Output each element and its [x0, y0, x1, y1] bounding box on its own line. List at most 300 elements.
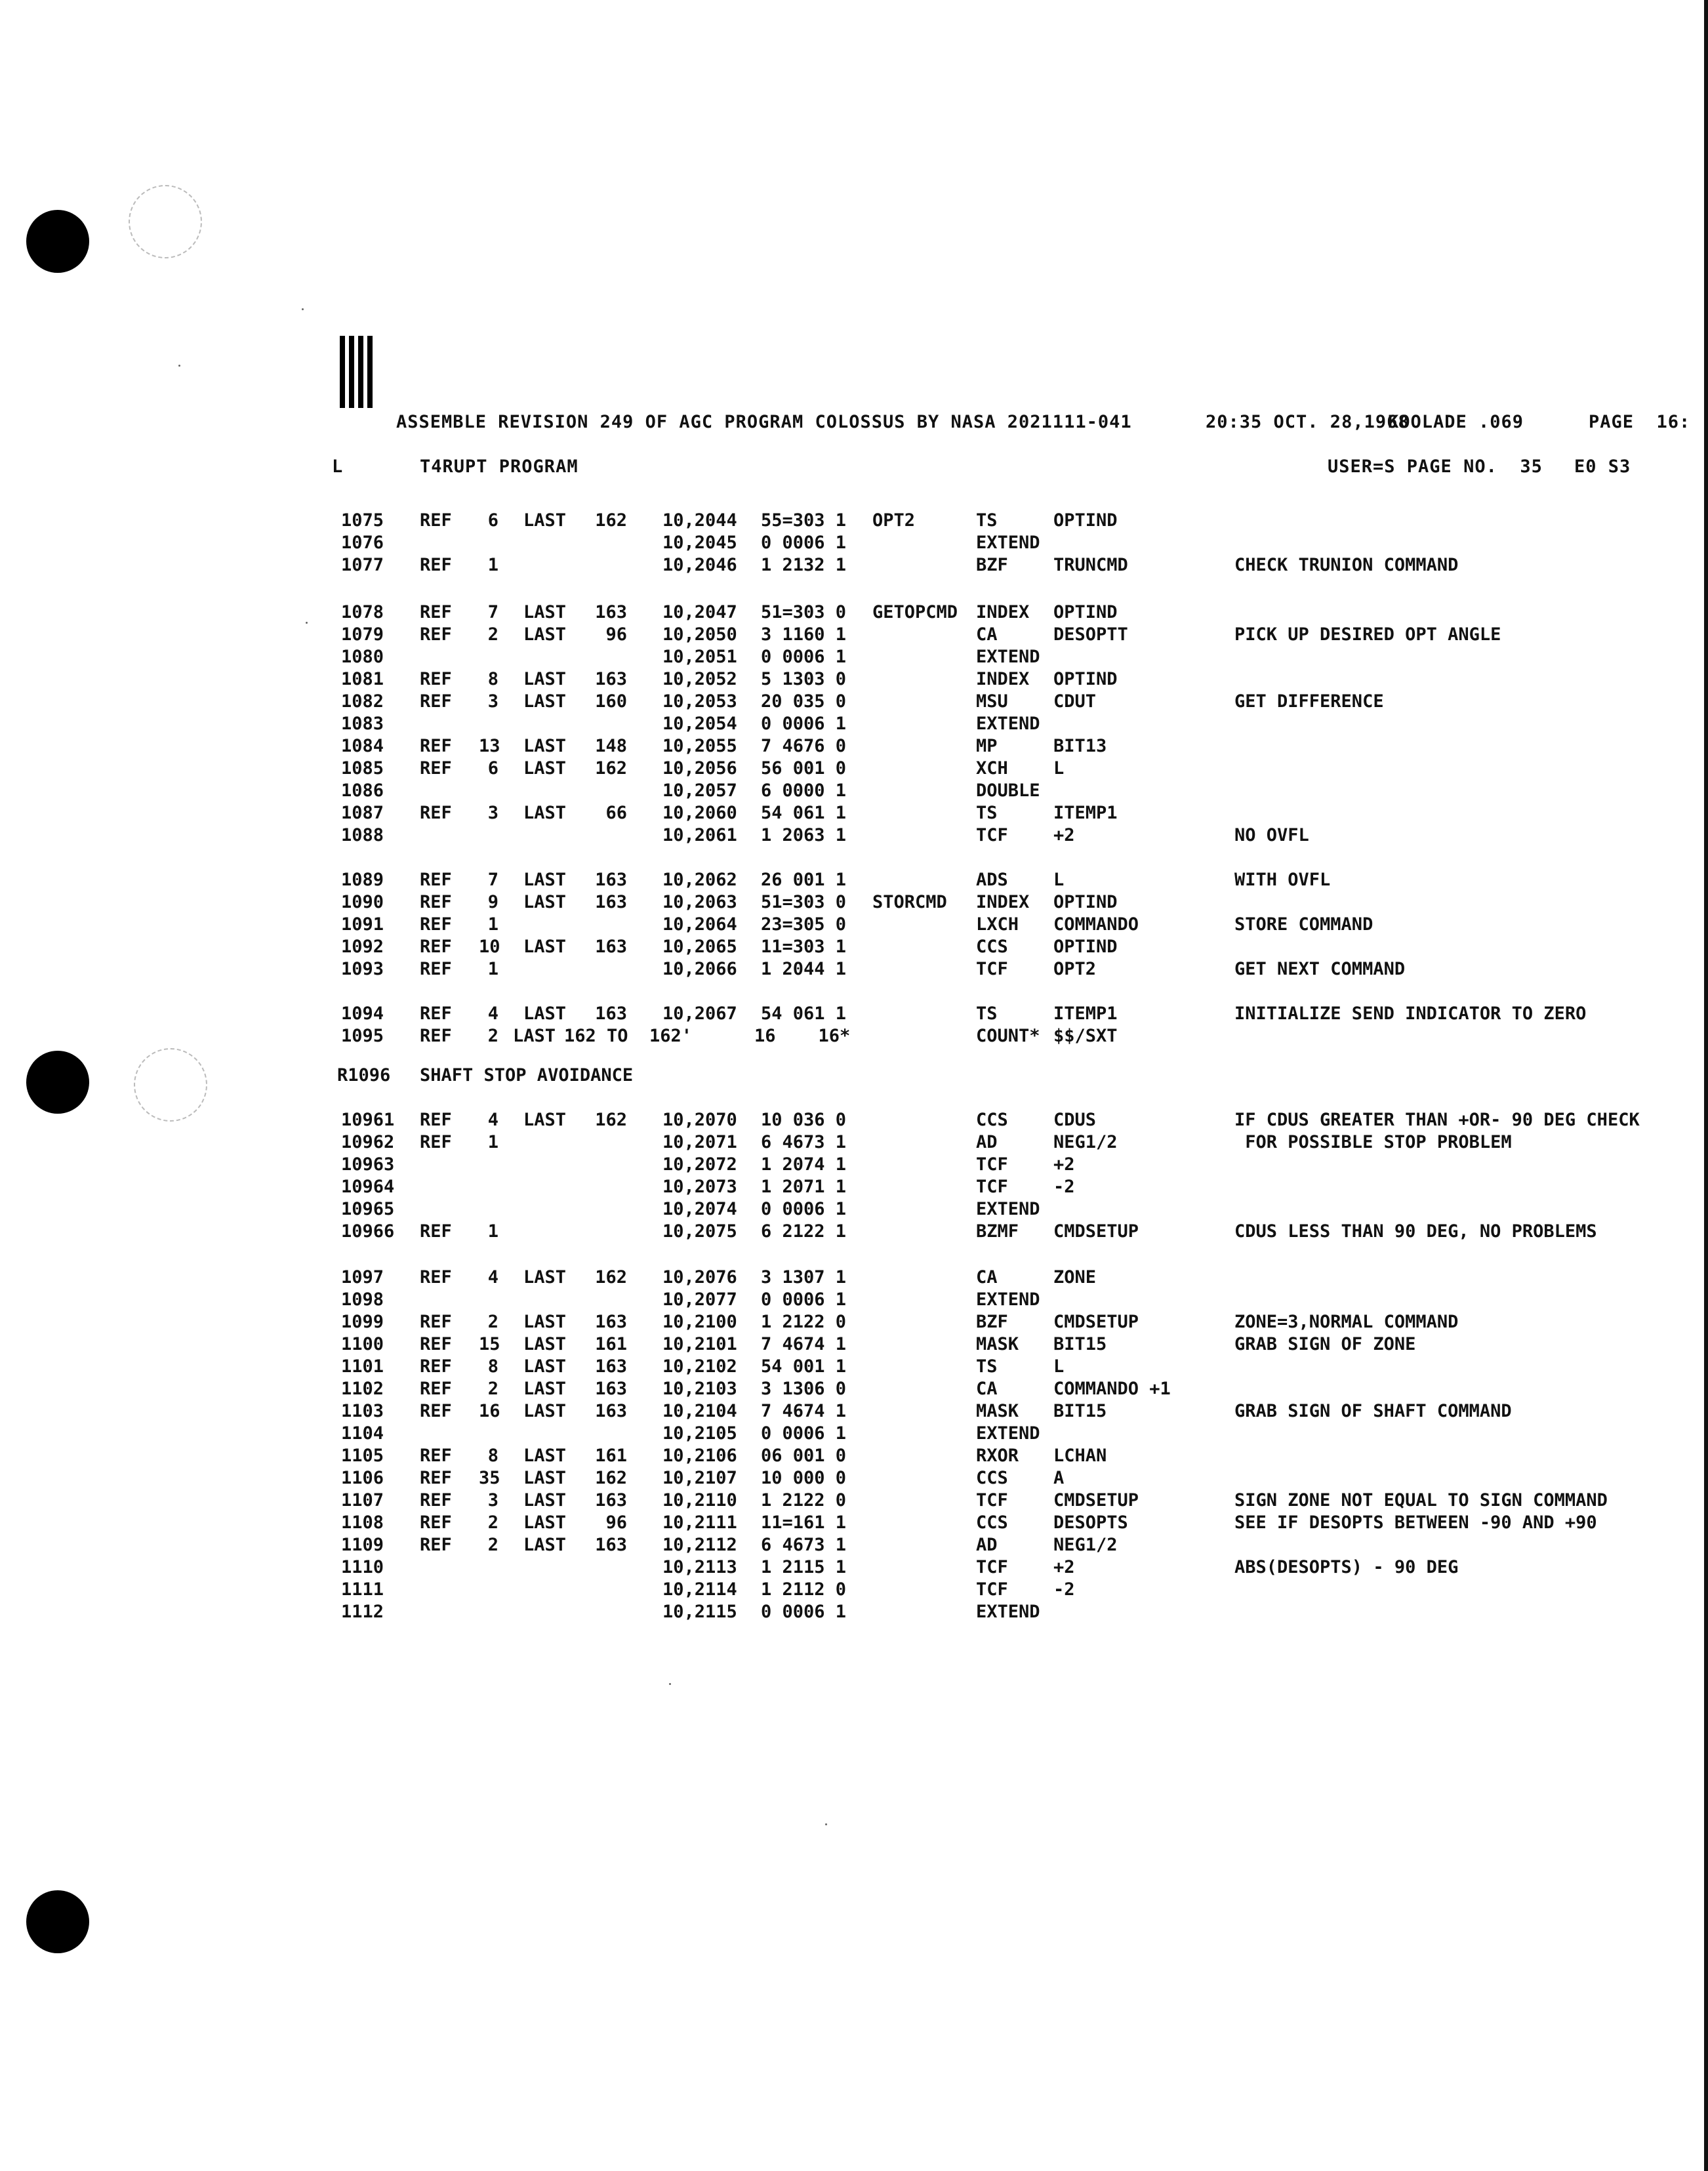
listing-addr: 10,2103 — [662, 1379, 737, 1399]
listing-cnt: 8 — [487, 669, 498, 689]
listing-pg: 163 — [595, 1379, 627, 1399]
listing-code: 26 001 1 — [761, 870, 847, 890]
listing-cnt: 2 — [487, 1026, 498, 1046]
listing-cnt: 16 — [479, 1401, 500, 1421]
listing-pg: 163 — [595, 1312, 627, 1332]
listing-operand: OPT2 — [1053, 959, 1097, 979]
listing-cnt: 13 — [479, 736, 500, 756]
listing-code: 6 4673 1 — [761, 1535, 847, 1555]
listing-op: EXTEND — [976, 533, 1040, 553]
listing-operand: CMDSETUP — [1053, 1221, 1139, 1242]
listing-last: LAST — [523, 937, 567, 957]
listing-num: 1090 — [341, 892, 384, 912]
listing-last: LAST — [523, 1004, 567, 1024]
hole-ghost — [134, 1048, 207, 1122]
listing-addr: 10,2056 — [662, 758, 737, 779]
listing-op: LXCH — [976, 914, 1019, 935]
listing-comment: IF CDUS GREATER THAN +OR- 90 DEG CHECK — [1234, 1110, 1640, 1130]
listing-last: LAST — [523, 1110, 567, 1130]
listing-last: LAST — [523, 1512, 567, 1533]
listing-num: 1098 — [341, 1289, 384, 1310]
listing-operand: TRUNCMD — [1053, 555, 1128, 575]
listing-operand: $$/SXT — [1053, 1026, 1118, 1046]
listing-operand: DESOPTT — [1053, 624, 1128, 645]
listing-comment: GRAB SIGN OF SHAFT COMMAND — [1234, 1401, 1512, 1421]
listing-cnt: 1 — [487, 1132, 498, 1152]
listing-comment: CDUS LESS THAN 90 DEG, NO PROBLEMS — [1234, 1221, 1597, 1242]
listing-cnt: 35 — [479, 1468, 500, 1488]
listing-code: 56 001 0 — [761, 758, 847, 779]
listing-pg: 96 — [605, 1512, 627, 1533]
listing-pg: 163 — [595, 892, 627, 912]
listing-ref: REF — [420, 758, 452, 779]
listing-comment: SIGN ZONE NOT EQUAL TO SIGN COMMAND — [1234, 1490, 1608, 1511]
listing-op: INDEX — [976, 892, 1030, 912]
listing-ref: REF — [420, 1401, 452, 1421]
listing-operand: OPTIND — [1053, 937, 1118, 957]
listing-cnt: 15 — [479, 1334, 500, 1354]
listing-ref: REF — [420, 1132, 452, 1152]
listing-operand: OPTIND — [1053, 602, 1118, 622]
listing-num: 1095 — [341, 1026, 384, 1046]
listing-comment: WITH OVFL — [1234, 870, 1331, 890]
listing-cnt: 1 — [487, 555, 498, 575]
listing-addr: 10,2104 — [662, 1401, 737, 1421]
listing-pg: 163 — [595, 1004, 627, 1024]
listing-num: 1092 — [341, 937, 384, 957]
listing-addr: 10,2106 — [662, 1446, 737, 1466]
listing-addr: 10,2066 — [662, 959, 737, 979]
listing-addr: 10,2100 — [662, 1312, 737, 1332]
listing-addr: 10,2045 — [662, 533, 737, 553]
listing-cnt: 8 — [487, 1446, 498, 1466]
listing-num: 1112 — [341, 1602, 384, 1622]
listing-ref: REF — [420, 669, 452, 689]
listing-last: LAST — [523, 758, 567, 779]
speck — [825, 1823, 827, 1825]
listing-op: BZF — [976, 555, 1008, 575]
listing-addr: 10,2055 — [662, 736, 737, 756]
listing-code: 10 036 0 — [761, 1110, 847, 1130]
listing-num: 1077 — [341, 555, 384, 575]
listing-operand: ITEMP1 — [1053, 803, 1118, 823]
listing-addr: 10,2107 — [662, 1468, 737, 1488]
listing-addr: 10,2046 — [662, 555, 737, 575]
listing-op: MP — [976, 736, 998, 756]
listing-num: 1075 — [341, 510, 384, 531]
listing-ref: REF — [420, 1512, 452, 1533]
listing-addr: 10,2065 — [662, 937, 737, 957]
listing-num: 1111 — [341, 1579, 384, 1600]
listing-op: TCF — [976, 825, 1008, 845]
user-page: USER=S PAGE NO. 35 — [1328, 457, 1543, 477]
koolade-version: KOOLADE .069 — [1388, 412, 1524, 432]
listing-op: CA — [976, 624, 998, 645]
listing-addr: 10,2076 — [662, 1267, 737, 1288]
listing-comment: STORE COMMAND — [1234, 914, 1373, 935]
listing-code: 0 0006 1 — [761, 714, 847, 734]
listing-addr: 10,2072 — [662, 1154, 737, 1175]
listing-op: TS — [976, 1004, 998, 1024]
listing-comment: FOR POSSIBLE STOP PROBLEM — [1234, 1132, 1512, 1152]
listing-code: 20 035 0 — [761, 691, 847, 712]
listing-last: LAST — [523, 736, 567, 756]
listing-operand: BIT15 — [1053, 1401, 1107, 1421]
listing-addr: 10,2044 — [662, 510, 737, 531]
listing-code: 55=303 1 — [761, 510, 847, 531]
listing-cnt: 4 — [487, 1110, 498, 1130]
listing-operand: NEG1/2 — [1053, 1535, 1118, 1555]
listing-op: INDEX — [976, 602, 1030, 622]
listing-code: 51=303 0 — [761, 602, 847, 622]
listing-code: 7 4676 0 — [761, 736, 847, 756]
listing-code: 6 0000 1 — [761, 781, 847, 801]
listing-code: 3 1306 0 — [761, 1379, 847, 1399]
listing-operand: LCHAN — [1053, 1446, 1107, 1466]
listing-operand: L — [1053, 1356, 1065, 1377]
listing-num: 1094 — [341, 1004, 384, 1024]
listing-last: LAST — [523, 870, 567, 890]
listing-code: 7 4674 1 — [761, 1401, 847, 1421]
listing-cnt: 1 — [487, 914, 498, 935]
listing-comment: ABS(DESOPTS) - 90 DEG — [1234, 1557, 1459, 1577]
listing-operand: -2 — [1053, 1579, 1075, 1600]
listing-last: LAST — [523, 1490, 567, 1511]
listing-num: 10963 — [341, 1154, 395, 1175]
listing-ref: REF — [420, 1446, 452, 1466]
listing-operand: L — [1053, 758, 1065, 779]
listing-op: EXTEND — [976, 1602, 1040, 1622]
listing-cnt: 10 — [479, 937, 500, 957]
listing-last: LAST — [523, 1468, 567, 1488]
listing-pg: 163 — [595, 1490, 627, 1511]
listing-cnt: 2 — [487, 1535, 498, 1555]
listing-operand: -2 — [1053, 1177, 1075, 1197]
listing-cnt: 4 — [487, 1267, 498, 1288]
listing-pg: 163 — [595, 602, 627, 622]
listing-last: LAST — [523, 510, 567, 531]
listing-addr: 10,2064 — [662, 914, 737, 935]
listing-cnt: 7 — [487, 870, 498, 890]
listing-cnt: 3 — [487, 691, 498, 712]
listing-code: 6 4673 1 — [761, 1132, 847, 1152]
listing-last: LAST — [523, 1267, 567, 1288]
punch-hole — [26, 210, 89, 273]
listing-operand: OPTIND — [1053, 510, 1118, 531]
listing-last: LAST — [513, 1026, 556, 1046]
listing-addr: 10,2053 — [662, 691, 737, 712]
listing-num: 1097 — [341, 1267, 384, 1288]
listing-ref: REF — [420, 1490, 452, 1511]
listing-cnt: 2 — [487, 1312, 498, 1332]
listing-num: 1103 — [341, 1401, 384, 1421]
listing-op: MSU — [976, 691, 1008, 712]
speck — [302, 308, 304, 310]
listing-operand: OPTIND — [1053, 892, 1118, 912]
listing-num: 10964 — [341, 1177, 395, 1197]
listing-operand: CDUS — [1053, 1110, 1097, 1130]
listing-last: LAST — [523, 1356, 567, 1377]
listing-last: LAST — [523, 892, 567, 912]
listing-addr: 10,2101 — [662, 1334, 737, 1354]
program-title: T4RUPT PROGRAM — [420, 457, 579, 477]
listing-code: 06 001 0 — [761, 1446, 847, 1466]
listing-op: TCF — [976, 959, 1008, 979]
listing-op: XCH — [976, 758, 1008, 779]
listing-op: TCF — [976, 1177, 1008, 1197]
listing-num: 1089 — [341, 870, 384, 890]
listing-pg: 162 — [595, 510, 627, 531]
listing-ref: REF — [420, 602, 452, 622]
listing-ref: REF — [420, 1110, 452, 1130]
listing-pg: 162 TO 162' — [564, 1026, 693, 1046]
listing-addr: 10,2112 — [662, 1535, 737, 1555]
listing-code: 1 2112 0 — [761, 1579, 847, 1600]
listing-operand: CDUT — [1053, 691, 1097, 712]
listing-last: LAST — [523, 691, 567, 712]
listing-pg: 163 — [595, 1535, 627, 1555]
listing-ref: REF — [420, 510, 452, 531]
listing-num: 1085 — [341, 758, 384, 779]
listing-addr: 10,2061 — [662, 825, 737, 845]
listing-addr: 10,2102 — [662, 1356, 737, 1377]
listing-num: 1088 — [341, 825, 384, 845]
speck — [669, 1683, 671, 1685]
section-code: E0 S3 — [1574, 457, 1631, 477]
listing-cnt: 6 — [487, 758, 498, 779]
listing-last: LAST — [523, 1334, 567, 1354]
listing-last: LAST — [523, 1535, 567, 1555]
listing-pg: 163 — [595, 870, 627, 890]
listing-num: 1082 — [341, 691, 384, 712]
listing-num: 1081 — [341, 669, 384, 689]
listing-code: 54 001 1 — [761, 1356, 847, 1377]
listing-comment: CHECK TRUNION COMMAND — [1234, 555, 1459, 575]
listing-ref: REF — [420, 1379, 452, 1399]
listing-code: 0 0006 1 — [761, 533, 847, 553]
listing-last: LAST — [523, 1379, 567, 1399]
listing-operand: CMDSETUP — [1053, 1490, 1139, 1511]
listing-ref: REF — [420, 555, 452, 575]
listing-cnt: 6 — [487, 510, 498, 531]
listing-code: 10 000 0 — [761, 1468, 847, 1488]
listing-op: MASK — [976, 1334, 1019, 1354]
listing-pg: 162 — [595, 1468, 627, 1488]
listing-ref: REF — [420, 1356, 452, 1377]
listing-comment: PICK UP DESIRED OPT ANGLE — [1234, 624, 1501, 645]
listing-cnt: 1 — [487, 1221, 498, 1242]
listing-code: 1 2063 1 — [761, 825, 847, 845]
listing-comment: INITIALIZE SEND INDICATOR TO ZERO — [1234, 1004, 1587, 1024]
listing-code: 5 1303 0 — [761, 669, 847, 689]
listing-op: TCF — [976, 1490, 1008, 1511]
listing-addr: 10,2074 — [662, 1199, 737, 1219]
listing-op: TS — [976, 803, 998, 823]
listing-pg: 163 — [595, 1356, 627, 1377]
listing-cnt: 1 — [487, 959, 498, 979]
section-number: R1096 — [337, 1065, 391, 1086]
listing-op: BZF — [976, 1312, 1008, 1332]
listing-pg: 66 — [605, 803, 627, 823]
listing-ref: REF — [420, 914, 452, 935]
listing-code: 1 2122 0 — [761, 1312, 847, 1332]
listing-num: 1087 — [341, 803, 384, 823]
listing-code: 1 2071 1 — [761, 1177, 847, 1197]
listing-op: TCF — [976, 1579, 1008, 1600]
listing-comment: GET DIFFERENCE — [1234, 691, 1384, 712]
listing-code: 1 2044 1 — [761, 959, 847, 979]
listing-addr: 10,2071 — [662, 1132, 737, 1152]
listing-cnt: 2 — [487, 1512, 498, 1533]
listing-num: 1084 — [341, 736, 384, 756]
listing-cnt: 2 — [487, 1379, 498, 1399]
listing-op: TS — [976, 510, 998, 531]
listing-cnt: 7 — [487, 602, 498, 622]
listing-op: TS — [976, 1356, 998, 1377]
listing-num: 1104 — [341, 1423, 384, 1444]
listing-code: 0 0006 1 — [761, 1602, 847, 1622]
listing-code: 16 16* — [754, 1026, 851, 1046]
listing-addr: 10,2057 — [662, 781, 737, 801]
assembly-banner: ASSEMBLE REVISION 249 OF AGC PROGRAM COLOSSUS BY NASA 2021111-041 — [396, 412, 1132, 432]
listing-num: 1078 — [341, 602, 384, 622]
listing-op: TCF — [976, 1154, 1008, 1175]
listing-comment: SEE IF DESOPTS BETWEEN -90 AND +90 — [1234, 1512, 1597, 1533]
listing-num: 1102 — [341, 1379, 384, 1399]
listing-operand: BIT15 — [1053, 1334, 1107, 1354]
listing-num: 1083 — [341, 714, 384, 734]
section-title: SHAFT STOP AVOIDANCE — [420, 1065, 634, 1086]
listing-last: LAST — [523, 602, 567, 622]
listing-ref: REF — [420, 1267, 452, 1288]
listing-label: STORCMD — [872, 892, 947, 912]
listing-operand: NEG1/2 — [1053, 1132, 1118, 1152]
speck — [306, 622, 308, 624]
listing-pg: 160 — [595, 691, 627, 712]
listing-operand: ITEMP1 — [1053, 1004, 1118, 1024]
listing-op: DOUBLE — [976, 781, 1040, 801]
punch-hole — [26, 1890, 89, 1953]
listing-num: 10966 — [341, 1221, 395, 1242]
listing-addr: 10,2060 — [662, 803, 737, 823]
listing-last: LAST — [523, 1312, 567, 1332]
listing-op: CA — [976, 1267, 998, 1288]
listing-op: ADS — [976, 870, 1008, 890]
listing-code: 3 1160 1 — [761, 624, 847, 645]
listing-ref: REF — [420, 624, 452, 645]
listing-ref: REF — [420, 803, 452, 823]
listing-operand: DESOPTS — [1053, 1512, 1128, 1533]
listing-operand: BIT13 — [1053, 736, 1107, 756]
listing-operand: OPTIND — [1053, 669, 1118, 689]
listing-op: COUNT* — [976, 1026, 1040, 1046]
listing-addr: 10,2054 — [662, 714, 737, 734]
listing-addr: 10,2047 — [662, 602, 737, 622]
listing-addr: 10,2073 — [662, 1177, 737, 1197]
listing-op: AD — [976, 1132, 998, 1152]
listing-label: GETOPCMD — [872, 602, 958, 622]
listing-ref: REF — [420, 1468, 452, 1488]
listing-ref: REF — [420, 1334, 452, 1354]
listing-operand: A — [1053, 1468, 1065, 1488]
listing-pg: 162 — [595, 758, 627, 779]
listing-ref: REF — [420, 870, 452, 890]
listing-comment: GRAB SIGN OF ZONE — [1234, 1334, 1416, 1354]
listing-ref: REF — [420, 736, 452, 756]
listing-op: MASK — [976, 1401, 1019, 1421]
listing-cnt: 8 — [487, 1356, 498, 1377]
listing-code: 23=305 0 — [761, 914, 847, 935]
listing-num: 1108 — [341, 1512, 384, 1533]
listing-last: LAST — [523, 669, 567, 689]
listing-ref: REF — [420, 937, 452, 957]
listing-num: 1107 — [341, 1490, 384, 1511]
listing-code: 0 0006 1 — [761, 1199, 847, 1219]
listing-addr: 10,2050 — [662, 624, 737, 645]
listing-addr: 10,2114 — [662, 1579, 737, 1600]
listing-comment: GET NEXT COMMAND — [1234, 959, 1406, 979]
speck — [178, 365, 180, 367]
listing-op: AD — [976, 1535, 998, 1555]
listing-addr: 10,2062 — [662, 870, 737, 890]
listing-operand: COMMANDO +1 — [1053, 1379, 1171, 1399]
listing-op: EXTEND — [976, 1289, 1040, 1310]
listing-num: 10961 — [341, 1110, 395, 1130]
listing-op: CA — [976, 1379, 998, 1399]
listing-code: 54 061 1 — [761, 803, 847, 823]
print-registration-bars — [340, 336, 374, 415]
listing-num: 1079 — [341, 624, 384, 645]
listing-last: LAST — [523, 624, 567, 645]
listing-pg: 163 — [595, 937, 627, 957]
listing-operand: COMMANDO — [1053, 914, 1139, 935]
listing-addr: 10,2052 — [662, 669, 737, 689]
listing-num: 1110 — [341, 1557, 384, 1577]
listing-addr: 10,2110 — [662, 1490, 737, 1511]
listing-op: CCS — [976, 1512, 1008, 1533]
listing-op: EXTEND — [976, 714, 1040, 734]
listing-code: 6 2122 1 — [761, 1221, 847, 1242]
listing-ref: REF — [420, 892, 452, 912]
listing-num: 1080 — [341, 647, 384, 667]
listing-op: CCS — [976, 1110, 1008, 1130]
listing-pg: 163 — [595, 669, 627, 689]
listing-pg: 161 — [595, 1334, 627, 1354]
listing-code: 11=303 1 — [761, 937, 847, 957]
listing-num: 1099 — [341, 1312, 384, 1332]
listing-code: 1 2122 0 — [761, 1490, 847, 1511]
listing-code: 1 2115 1 — [761, 1557, 847, 1577]
listing-num: 1106 — [341, 1468, 384, 1488]
listing-ref: REF — [420, 1221, 452, 1242]
listing-addr: 10,2075 — [662, 1221, 737, 1242]
listing-num: 1100 — [341, 1334, 384, 1354]
listing-addr: 10,2063 — [662, 892, 737, 912]
listing-cnt: 9 — [487, 892, 498, 912]
listing-ref: REF — [420, 1026, 452, 1046]
listing-pg: 161 — [595, 1446, 627, 1466]
hole-ghost — [129, 185, 202, 258]
listing-ref: REF — [420, 1004, 452, 1024]
listing-last: LAST — [523, 1401, 567, 1421]
listing-pg: 162 — [595, 1267, 627, 1288]
listing-op: INDEX — [976, 669, 1030, 689]
listing-addr: 10,2051 — [662, 647, 737, 667]
page-number: PAGE 16: — [1589, 412, 1691, 432]
listing-op: BZMF — [976, 1221, 1019, 1242]
listing-num: 1109 — [341, 1535, 384, 1555]
listing-tag: L — [332, 457, 344, 477]
